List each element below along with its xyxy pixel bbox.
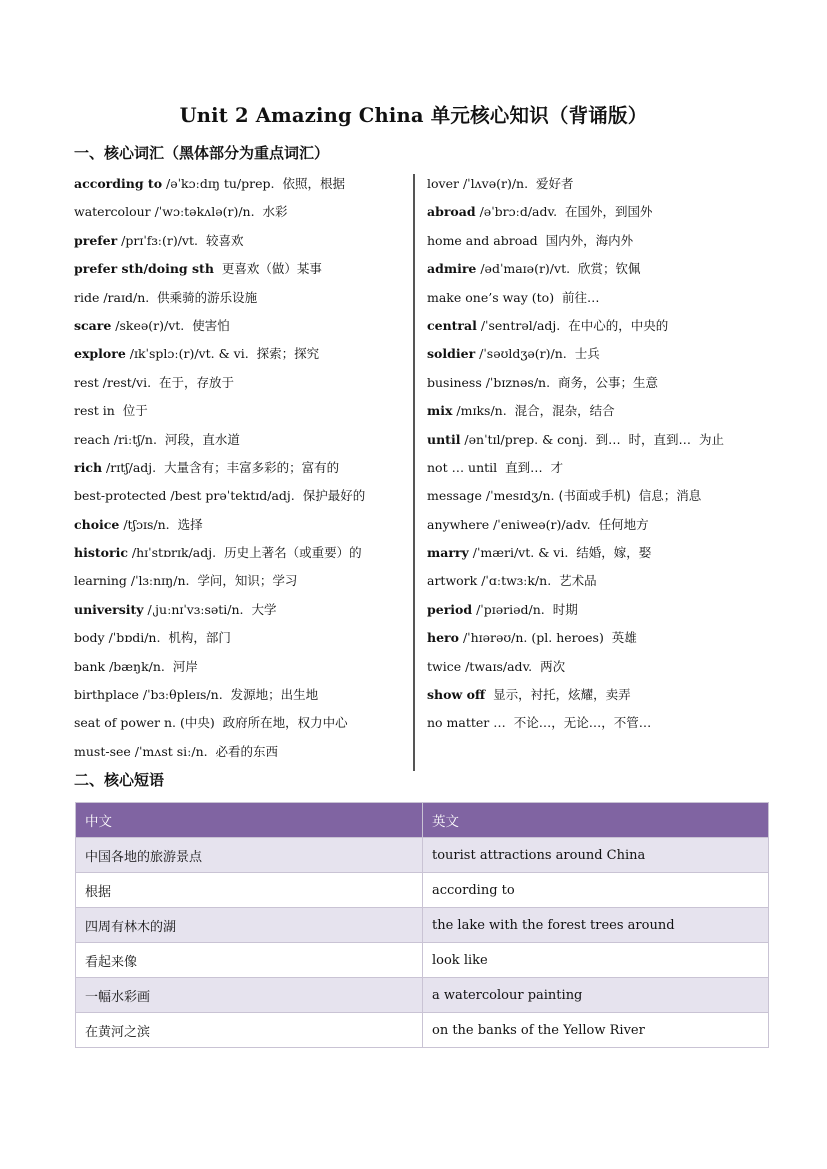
vocab-meaning: 时期: [552, 601, 578, 617]
vocab-meaning: 结婚，嫁，娶: [576, 545, 652, 561]
phrase-chinese: 中国各地的旅游景点: [76, 838, 423, 873]
vocab-meaning: (书面或手机) 信息；消息: [558, 488, 702, 504]
vocab-meaning: 混合，混杂，结合: [514, 403, 615, 419]
vocab-word: scare: [74, 317, 112, 333]
vocab-column-left: [74, 174, 406, 770]
phrase-english: according to: [423, 873, 769, 908]
vocab-phonetic: /əˈkɔːdɪŋ tu/prep.: [162, 176, 283, 191]
vocab-meaning: 历史上著名（或重要）的: [224, 545, 362, 561]
vocab-entry: [74, 231, 406, 259]
vocab-meaning: 较喜欢: [205, 232, 244, 248]
vocab-phonetic: [214, 261, 222, 276]
vocab-meaning: 必看的东西: [215, 743, 279, 759]
vocab-meaning: 英雄: [611, 630, 637, 646]
vocab-word: reach: [74, 431, 110, 447]
vocab-entry: [427, 373, 757, 401]
vocab-meaning: 河段，直水道: [164, 431, 240, 447]
vocab-entry: [427, 458, 757, 486]
vocab-phonetic: /rɪtʃ/adj.: [102, 459, 165, 475]
vocab-meaning: 两次: [540, 658, 566, 674]
vocab-phonetic: /ˌjuːnɪˈvɜːsəti/n.: [143, 601, 252, 617]
vocab-word: birthplace: [74, 687, 139, 703]
vocab-word: hero: [427, 630, 459, 646]
vocab-entry: [74, 344, 406, 372]
vocab-meaning: 直到… 才: [505, 459, 564, 475]
vocab-word: seat of power: [74, 715, 160, 731]
vocab-entry: [427, 685, 757, 713]
vocab-entry: [427, 600, 757, 628]
vocab-phonetic: /ˈlʌvə(r)/n.: [458, 176, 537, 191]
vocab-entry: [74, 685, 406, 713]
vocab-meaning: 河岸: [172, 658, 198, 674]
vocab-meaning: 欣赏；钦佩: [578, 261, 641, 277]
vocab-word: watercolour: [74, 204, 151, 220]
phrase-english: tourist attractions around China: [423, 838, 769, 873]
vocab-word: must-see: [74, 743, 131, 759]
vocab-meaning: 探索；探究: [256, 346, 320, 362]
vocab-meaning: 机构，部门: [168, 630, 231, 646]
vocab-meaning: 大学: [251, 601, 277, 617]
phrase-chinese: 在黄河之滨: [76, 1013, 423, 1048]
vocab-meaning: 显示，衬托，炫耀，卖弄: [493, 687, 631, 703]
table-row: [76, 873, 769, 908]
vocab-phonetic: /riːtʃ/n.: [109, 431, 165, 447]
vocab-meaning: 艺术品: [559, 573, 597, 589]
vocab-phonetic: [538, 233, 546, 248]
vocab-word: business: [427, 374, 482, 390]
page-title: Unit 2 Amazing China 单元核心知识（背诵版）: [179, 104, 648, 127]
vocab-phonetic: /ˈmʌst siː/n.: [130, 743, 216, 759]
vocab-word: explore: [74, 346, 126, 362]
vocab-phonetic: /ˈmæri/vt. & vi.: [468, 545, 577, 561]
vocab-entry: [74, 571, 406, 599]
vocab-phonetic: /rest/vi.: [98, 374, 159, 390]
vocab-phonetic: [115, 403, 123, 418]
vocab-word: rest: [74, 374, 99, 390]
vocab-word: home and abroad: [427, 232, 538, 248]
vocab-word: not … until: [427, 459, 498, 475]
vocab-word: mix: [427, 403, 453, 419]
phrases-section-heading: 二、核心短语: [74, 771, 165, 789]
vocab-entry: [427, 571, 757, 599]
vocab-word: central: [427, 317, 477, 333]
vocab-meaning: 到… 时，直到… 为止: [595, 431, 724, 447]
vocab-section-heading: 一、核心词汇（黑体部分为重点词汇）: [74, 144, 330, 162]
table-row: [76, 978, 769, 1013]
vocab-phonetic: /ɪkˈsplɔː(r)/vt. & vi.: [125, 346, 257, 362]
vocab-meaning: 选择: [177, 516, 203, 532]
table-row: [76, 908, 769, 943]
vocab-entry: [427, 628, 757, 656]
phrase-english: a watercolour painting: [423, 978, 769, 1013]
vocab-word: historic: [74, 545, 128, 561]
vocab-entry: [74, 543, 406, 571]
vocab-phonetic: /əˈbrɔːd/adv.: [475, 204, 565, 220]
vocab-word: twice: [427, 658, 462, 674]
vocab-entry: [74, 600, 406, 628]
phrase-chinese: 根据: [76, 873, 423, 908]
vocab-entry: [74, 401, 406, 429]
phrases-table: [75, 802, 769, 1048]
vocab-word: body: [74, 630, 105, 646]
vocab-phonetic: /bæŋk/n.: [105, 658, 173, 674]
vocab-entry: [74, 458, 406, 486]
phrase-chinese: 看起来像: [76, 943, 423, 978]
table-header-row: [76, 803, 769, 838]
vocab-phonetic: /ˈlɜːnɪŋ/n.: [126, 573, 198, 589]
vocab-meaning: 更喜欢（做）某事: [221, 261, 322, 277]
vocab-phonetic: /ˈsentrəl/adj.: [476, 317, 569, 333]
vocab-phonetic: /mɪks/n.: [452, 403, 515, 419]
vocab-meaning: 保护最好的: [302, 488, 366, 504]
vocab-meaning: 国内外，海内外: [545, 232, 634, 248]
vocab-word: prefer sth/doing sth: [74, 261, 214, 277]
header-english: 英文: [423, 803, 769, 838]
vocab-entry: [427, 515, 757, 543]
vocab-entry: [74, 174, 406, 202]
vocab-phonetic: /ˈbɒdi/n.: [104, 630, 169, 646]
vocab-phonetic: /ˈpɪəriəd/n.: [472, 601, 553, 617]
vocab-phonetic: /best prəˈtektɪd/adj.: [166, 488, 303, 504]
vocab-phonetic: /skeə(r)/vt.: [111, 317, 193, 333]
vocab-meaning: 发源地；出生地: [230, 687, 319, 703]
vocab-word: make one’s way (to): [427, 289, 555, 305]
vocab-phonetic: /ˈwɔːtəkʌlə(r)/n.: [150, 204, 263, 220]
vocab-entry: [427, 259, 757, 287]
vocab-entry: [74, 202, 406, 230]
vocab-entry: [74, 373, 406, 401]
vocab-entry: [427, 202, 757, 230]
vocab-word: until: [427, 431, 461, 447]
vocab-word: prefer: [74, 232, 118, 248]
vocab-meaning: 使害怕: [192, 317, 230, 333]
vocab-word: show off: [427, 687, 486, 703]
header-chinese: 中文: [76, 803, 423, 838]
vocab-meaning: 在国外，到国外: [564, 204, 653, 220]
vocab-phonetic: [506, 715, 514, 730]
vocab-phonetic: [554, 290, 562, 305]
table-row: [76, 943, 769, 978]
phrase-english: look like: [423, 943, 769, 978]
vocab-word: marry: [427, 545, 469, 561]
vocab-entry: [427, 174, 757, 202]
vocab-word: artwork: [427, 573, 478, 589]
vocab-meaning: 学问，知识；学习: [197, 573, 298, 589]
vocab-phonetic: /prɪˈfɜː(r)/vt.: [117, 232, 206, 248]
vocab-word: message: [427, 488, 482, 504]
phrase-english: on the banks of the Yellow River: [423, 1013, 769, 1048]
vocab-word: admire: [427, 261, 477, 277]
vocab-phonetic: /twaɪs/adv.: [461, 658, 541, 674]
vocab-word: no matter …: [427, 715, 506, 731]
vocab-phonetic: /ˈsəʊldʒə(r)/n.: [475, 346, 575, 362]
vocab-column-right: [427, 174, 757, 742]
vocab-phonetic: /ənˈtɪl/prep. & conj.: [460, 431, 596, 447]
vocab-entry: [427, 486, 757, 514]
vocab-entry: [74, 657, 406, 685]
vocab-word: lover: [427, 176, 459, 191]
vocab-entry: [74, 259, 406, 287]
vocab-meaning: 大量含有；丰富多彩的；富有的: [164, 459, 340, 475]
vocab-word: best-protected: [74, 488, 167, 504]
vocab-word: according to: [74, 176, 163, 191]
vocab-entry: [427, 430, 757, 458]
vocab-meaning: 爱好者: [536, 176, 574, 191]
vocab-entry: [427, 401, 757, 429]
vocab-phonetic: /ˈɑːtwɜːk/n.: [477, 573, 560, 589]
vocab-word: soldier: [427, 346, 476, 362]
vocab-meaning: 任何地方: [598, 516, 649, 532]
vocab-word: bank: [74, 658, 106, 674]
vocab-meaning: 在于，存放于: [159, 374, 235, 390]
vocab-meaning: 依照，根据: [282, 176, 345, 191]
vocab-word: anywhere: [427, 516, 490, 532]
vocab-entry: [427, 713, 757, 741]
vocab-phonetic: /ˈhɪərəʊ/n. (pl. heroes): [458, 630, 612, 646]
column-divider: [413, 174, 415, 771]
vocab-meaning: 士兵: [574, 346, 600, 362]
vocab-entry: [74, 486, 406, 514]
vocab-entry: [427, 657, 757, 685]
vocab-word: abroad: [427, 204, 476, 220]
vocab-entry: [74, 628, 406, 656]
vocab-meaning: 水彩: [262, 204, 288, 220]
vocab-entry: [74, 430, 406, 458]
vocab-word: period: [427, 601, 473, 617]
vocab-entry: [74, 515, 406, 543]
vocab-meaning: 位于: [122, 403, 148, 419]
vocab-entry: [74, 742, 406, 770]
vocab-word: ride: [74, 289, 100, 305]
vocab-phonetic: [485, 687, 493, 702]
vocab-entry: [427, 288, 757, 316]
phrase-chinese: 一幅水彩画: [76, 978, 423, 1013]
phrase-chinese: 四周有林木的湖: [76, 908, 423, 943]
vocab-meaning: 供乘骑的游乐设施: [157, 289, 258, 305]
vocab-meaning: 商务，公事；生意: [558, 374, 659, 390]
vocab-meaning: 在中心的，中央的: [568, 317, 669, 333]
vocab-phonetic: n. (中央): [160, 715, 223, 731]
vocab-phonetic: /ˈbɜːθpleɪs/n.: [138, 687, 231, 703]
vocab-meaning: 不论…，无论…，不管…: [513, 715, 652, 731]
vocab-meaning: 前往…: [562, 289, 600, 305]
vocab-entry: [427, 344, 757, 372]
phrase-english: the lake with the forest trees around: [423, 908, 769, 943]
vocab-phonetic: /tʃɔɪs/n.: [119, 516, 178, 532]
vocab-word: rich: [74, 459, 103, 475]
vocab-entry: [74, 288, 406, 316]
vocab-word: university: [74, 601, 144, 617]
vocab-phonetic: [497, 460, 505, 475]
vocab-entry: [427, 231, 757, 259]
vocab-entry: [427, 316, 757, 344]
vocab-entry: [74, 713, 406, 741]
vocab-phonetic: /hɪˈstɒrɪk/adj.: [127, 545, 225, 561]
vocab-phonetic: /ˈeniweə(r)/adv.: [489, 516, 599, 532]
vocab-meaning: 政府所在地，权力中心: [222, 715, 348, 731]
vocab-phonetic: /ˈmesɪdʒ/n.: [481, 488, 559, 504]
table-row: [76, 838, 769, 873]
vocab-word: choice: [74, 516, 120, 532]
table-row: [76, 1013, 769, 1048]
vocab-word: rest in: [74, 403, 115, 419]
vocab-entry: [74, 316, 406, 344]
vocab-phonetic: /ˈbɪznəs/n.: [481, 374, 559, 390]
vocab-entry: [427, 543, 757, 571]
vocab-word: learning: [74, 573, 127, 589]
vocab-phonetic: /raɪd/n.: [99, 289, 158, 305]
vocab-phonetic: /ədˈmaɪə(r)/vt.: [476, 261, 579, 277]
